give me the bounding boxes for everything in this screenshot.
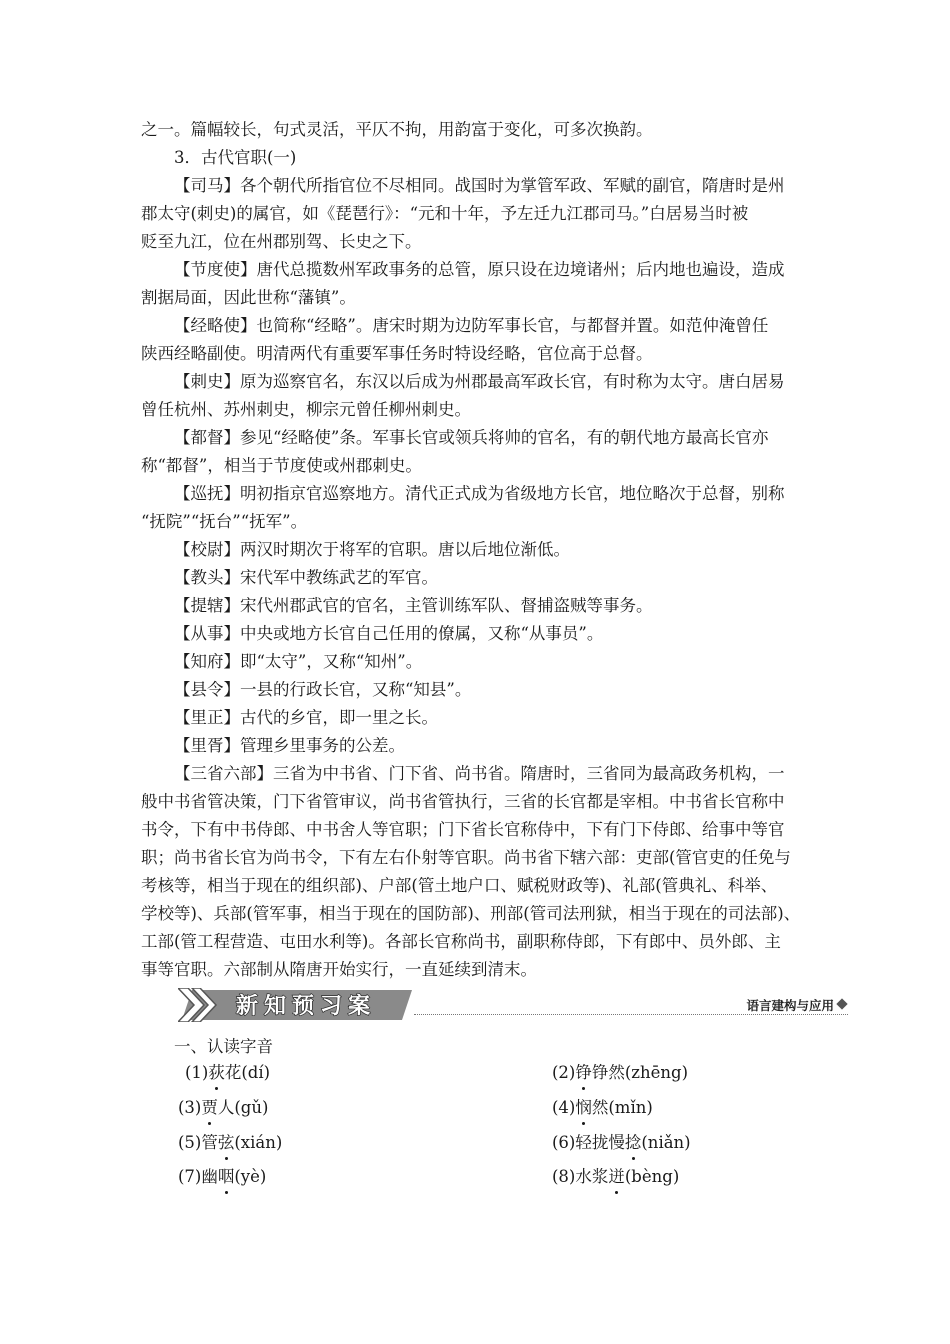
vocab-pinyin: (mǐn)	[608, 1098, 653, 1117]
vocab-pinyin: (xián)	[234, 1133, 283, 1152]
text-line: 【里胥】管理乡里事务的公差。	[174, 736, 405, 755]
text-line: 学校等)、兵部(管军事，相当于现在的国防部)、刑部(管司法刑狱，相当于现在的司法部)、	[141, 904, 801, 923]
vocab-text: 幽	[201, 1167, 218, 1186]
text-line: 【经略使】也简称“经略”。唐宋时期为边防军事长官，与都督并置。如范仲淹曾任	[174, 316, 769, 335]
vocab-text: 铮然	[591, 1063, 625, 1082]
vocab-item	[185, 1061, 270, 1085]
vocab-number: (6)	[552, 1133, 576, 1152]
text-line: 【刺史】原为巡察官名，东汉以后成为州郡最高军政长官，有时称为太守。唐白居易	[174, 372, 785, 391]
vocab-item	[552, 1061, 688, 1085]
vocab-number: (1)	[185, 1063, 209, 1082]
vocab-dotted-char: 铮	[575, 1061, 592, 1085]
text-line: 贬至九江，位在州郡别驾、长史之下。	[141, 232, 422, 251]
vocab-text: 轻拢慢	[575, 1133, 625, 1152]
vocab-pinyin: (zhēng)	[624, 1063, 689, 1082]
text-line: 职；尚书省长官为尚书令，下有左右仆射等官职。尚书省下辖六部：吏部(管官吏的任免与	[141, 848, 791, 867]
vocab-pinyin: (yè)	[234, 1167, 267, 1186]
vocab-pinyin: (bèng)	[624, 1167, 680, 1186]
text-line: 书令，下有中书侍郎、中书舍人等官职；门下省长官称侍中，下有门下侍郎、给事中等官	[141, 820, 785, 839]
text-line: 【都督】参见“经略使”条。军事长官或领兵将帅的官名，有的朝代地方最高长官亦	[174, 428, 769, 447]
text-line: 郡太守(刺史)的属官，如《琵琶行》：“元和十年，予左迁九江郡司马。”白居易当时被	[141, 204, 749, 223]
vocab-text: 管	[201, 1133, 218, 1152]
text-line: 【节度使】唐代总揽数州军政事务的总管，原只设在边境诸州；后内地也遍设，造成	[174, 260, 785, 279]
vocab-text: 水浆	[575, 1167, 609, 1186]
vocab-item	[178, 1131, 282, 1155]
text-line: 【教头】宋代军中教练武艺的军官。	[174, 568, 438, 587]
vocab-item	[178, 1165, 266, 1189]
vocab-number: (3)	[178, 1098, 202, 1117]
text-line: 【知府】即“太守”，又称“知州”。	[174, 652, 423, 671]
vocab-text: 人	[217, 1098, 235, 1117]
text-line: “抚院”“抚台”“抚军”。	[141, 512, 308, 531]
text-line: 【县令】一县的行政长官，又称“知县”。	[174, 680, 472, 699]
text-line: 【三省六部】三省为中书省、门下省、尚书省。隋唐时，三省同为最高政务机构，一	[174, 764, 785, 783]
text-line: 陕西经略副使。明清两代有重要军事任务时特设经略，官位高于总督。	[141, 344, 653, 363]
text-line: 曾任杭州、苏州刺史，柳宗元曾任柳州刺史。	[141, 400, 471, 419]
banner-title: 新知预习案	[236, 994, 377, 1019]
vocab-number: (8)	[552, 1167, 576, 1186]
vocab-dotted-char: 迸	[608, 1165, 625, 1189]
text-line: 割据局面，因此世称“藩镇”。	[141, 288, 356, 307]
vocab-item	[552, 1131, 691, 1155]
vocab-dotted-char: 咽	[218, 1165, 235, 1189]
text-line: 【里正】古代的乡官，即一里之长。	[174, 708, 438, 727]
text-line: 【司马】各个朝代所指官位不尽相同。战国时为掌管军政、军赋的副官，隋唐时是州	[174, 176, 785, 195]
vocab-dotted-char: 捻	[625, 1131, 642, 1155]
vocab-number: (2)	[552, 1063, 576, 1082]
text-line: 事等官职。六部制从隋唐开始实行，一直延续到清末。	[141, 960, 537, 979]
vocab-text: 花	[224, 1063, 242, 1082]
text-line: 般中书省管决策，门下省管审议，尚书省管执行，三省的长官都是宰相。中书省长官称中	[141, 792, 785, 811]
text-line: 工部(管工程营造、屯田水利等)。各部长官称尚书，副职称侍郎，下有郎中、员外郎、主	[141, 932, 781, 951]
text-line: 【提辖】宋代州郡武官的官名，主管训练军队、督捕盗贼等事务。	[174, 596, 653, 615]
text-line: 称“都督”，相当于节度使或州郡刺史。	[141, 456, 422, 475]
vocab-number: (7)	[178, 1167, 202, 1186]
vocab-item	[552, 1096, 653, 1120]
text-line: 【巡抚】明初指京官巡察地方。清代正式成为省级地方长官，地位略次于总督，别称	[174, 484, 785, 503]
vocab-pinyin: (dí)	[241, 1063, 271, 1082]
vocab-pinyin: (gǔ)	[234, 1098, 269, 1117]
body-text	[141, 116, 815, 984]
vocab-item	[552, 1165, 679, 1189]
vocab-dotted-char: 荻	[208, 1061, 225, 1085]
section-title: 一、认读字音	[174, 1037, 273, 1056]
banner-subtitle: 语言建构与应用	[746, 998, 834, 1013]
vocab-dotted-char: 贾	[201, 1096, 218, 1120]
text-line: 【校尉】两汉时期次于将军的官职。唐以后地位渐低。	[174, 540, 570, 559]
vocab-dotted-char: 悯	[575, 1096, 592, 1120]
vocab-pinyin: (niǎn)	[641, 1133, 691, 1152]
vocab-text: 然	[591, 1098, 609, 1117]
vocab-item	[178, 1096, 268, 1120]
vocab-number: (5)	[178, 1133, 202, 1152]
text-line: 【从事】中央或地方长官自己任用的僚属，又称“从事员”。	[174, 624, 604, 643]
vocab-dotted-char: 弦	[218, 1131, 235, 1155]
text-line: 3．古代官职(一)	[174, 148, 297, 167]
text-line: 考核等，相当于现在的组织部)、户部(管土地户口、赋税财政等)、礼部(管典礼、科举、	[141, 876, 778, 895]
section-banner	[178, 988, 848, 1022]
vocab-number: (4)	[552, 1098, 576, 1117]
text-line: 之一。篇幅较长，句式灵活，平仄不拘，用韵富于变化，可多次换韵。	[141, 120, 653, 139]
diamond-icon	[836, 998, 847, 1009]
banner-divider	[414, 1014, 848, 1015]
